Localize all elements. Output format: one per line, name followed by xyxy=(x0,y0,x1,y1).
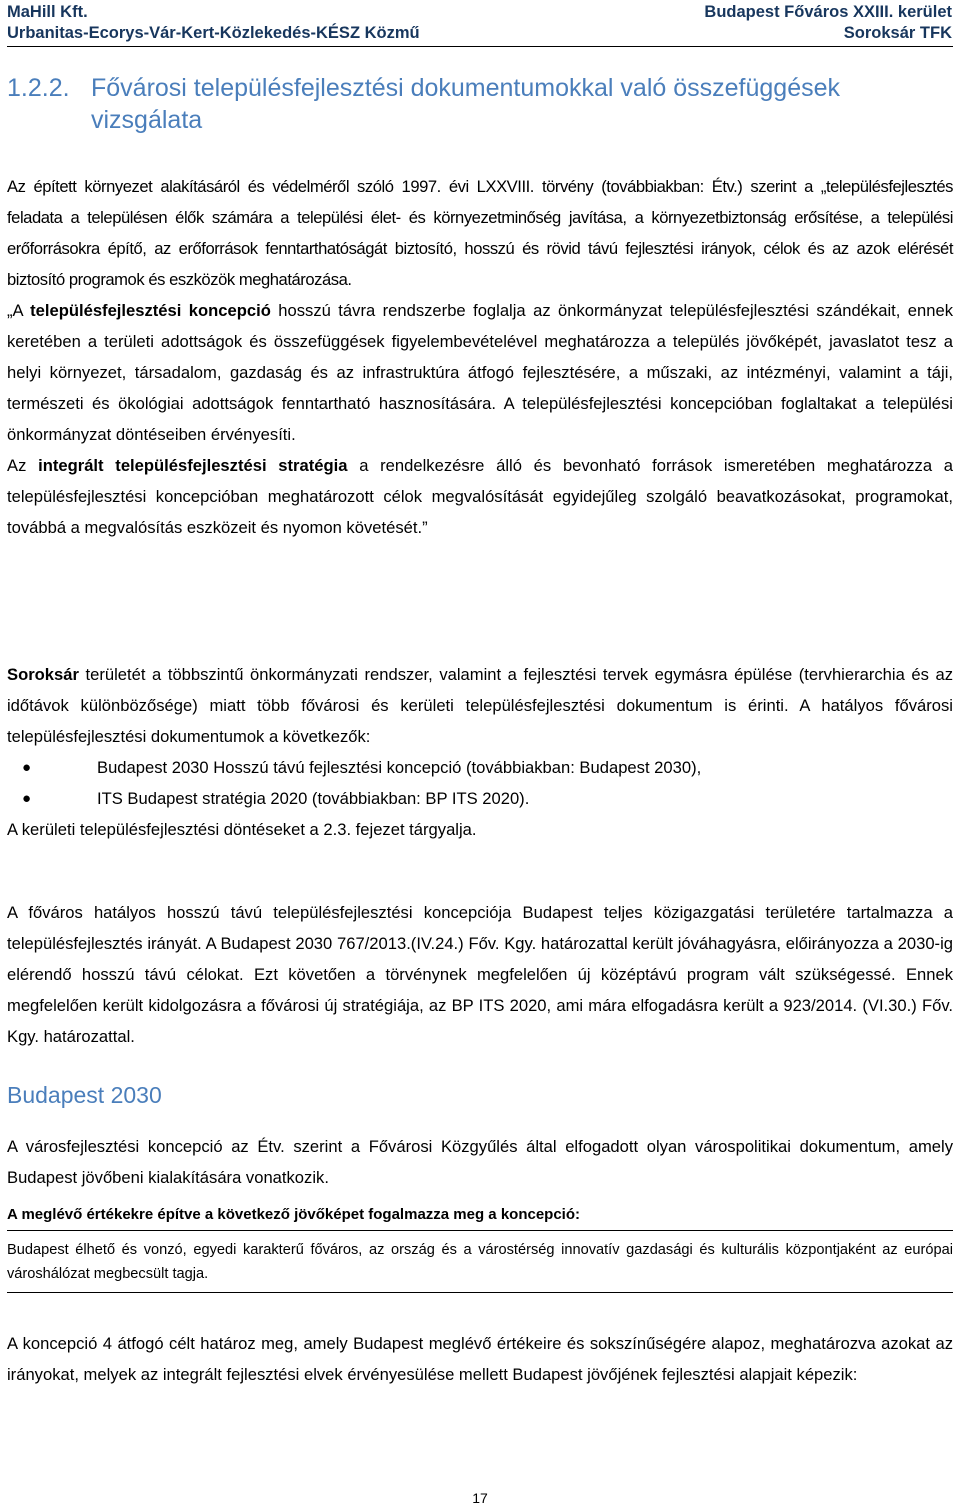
header-divider xyxy=(7,46,953,47)
consortium-name: Urbanitas-Ecorys-Vár-Kert-Közlekedés-KÉSZ Közmű xyxy=(7,24,420,42)
vision-box-text: Budapest élhető és vonzó, egyedi karakterű főváros, az ország és a várostérség innovatív gazdasági és kulturális központjaként az európai városhálózat megbecsült tagja. xyxy=(7,1238,953,1293)
vision-box-title: A meglévő értékekre építve a következő jövőképet fogalmazza meg a koncepció: xyxy=(7,1200,953,1231)
paragraph-strategy-definition: Az integrált településfejlesztési stratégia a rendelkezésre álló és bevonható források ismeretében meghatározza a településfejlesztési koncepcióban meghatározott célok megvalósítását egyidejűleg szolgáló beavatkozásokat, programokat, továbbá a megvalósítás eszközeit és nyomon követését.” xyxy=(7,456,954,537)
list-item xyxy=(7,783,953,814)
paragraph-concept-definition: „A településfejlesztési koncepció hosszú távra rendszerbe foglalja az önkormányzat településfejlesztési szándékait, ennek keretében a területi adottságok és összefüggések figyelembevételével meghatározza a település jövőképét, javaslatot tesz a helyi környezet, társadalom, gazdaság és az infrastruktúra átfogó fejlesztésére, a műszaki, az intézményi, valamint a táji, természeti és ökológiai adottságok fenntartható hasznosítására. A településfejlesztési koncepcióban foglaltakat a települési önkormányzat döntéseiben érvényesíti. xyxy=(7,301,953,444)
body-block-1 xyxy=(7,171,953,543)
paragraph-law-quote: Az épített környezet alakításáról és védelméről szóló 1997. évi LXXVIII. törvény (továbbiakban: Étv.) szerint a „településfejlesztés feladata a településen élők számára a települési élet- és környezetminőség javítása, a környezetbiztonság erősítése, a települési erőforrásokra építő, az erőforrások fenntarthatóságát biztosító, hosszú és rövid távú fejlesztési irányok, célok és az azok elérését biztosító programok és eszközök meghatározása. xyxy=(7,177,953,289)
paragraph-soroksar: Soroksár területét a többszintű önkormányzati rendszer, valamint a fejlesztési tervek egymásra épülése (tervhierarchia és az időtávok különbözősége) miatt több fővárosi és kerületi településfejlesztési dokumentum is érinti. A hatályos fővárosi településfejlesztési dokumentumok a következők: xyxy=(7,665,953,746)
section-heading xyxy=(7,72,952,136)
company-name: MaHill Kft. xyxy=(7,3,88,21)
document-code: Soroksár TFK xyxy=(843,24,952,42)
bullet-icon: ● xyxy=(22,790,32,807)
list-item-text: ITS Budapest stratégia 2020 (továbbiakban: BP ITS 2020). xyxy=(97,789,530,808)
section-number: 1.2.2. xyxy=(7,74,70,102)
section-title-line2: vizsgálata xyxy=(91,106,203,134)
paragraph-four-goals: A koncepció 4 átfogó célt határoz meg, amely Budapest meglévő értékeire és sokszínűségére alapoz, meghatározva azokat az irányokat, melyek az integrált fejlesztési elvek érvényesülése mellett Budapest jövőjének fejlesztési alapjait képezik: xyxy=(7,1334,953,1384)
district-name: Budapest Főváros XXIII. kerület xyxy=(704,3,952,21)
subheading-budapest-2030: Budapest 2030 xyxy=(7,1082,162,1108)
list-item-text: Budapest 2030 Hosszú távú fejlesztési koncepció (továbbiakban: Budapest 2030), xyxy=(97,758,702,777)
section-title-line1: Fővárosi településfejlesztési dokumentumokkal való összefüggések xyxy=(91,74,840,102)
bullet-icon: ● xyxy=(22,759,32,776)
bold-term-concept: településfejlesztési koncepció xyxy=(30,301,271,320)
bold-term-soroksar: Soroksár xyxy=(7,665,79,684)
paragraph-district-decisions: A kerületi településfejlesztési döntéseket a 2.3. fejezet tárgyalja. xyxy=(7,820,477,839)
body-block-2 xyxy=(7,659,953,845)
paragraph-concept-description: A városfejlesztési koncepció az Étv. szerint a Fővárosi Közgyűlés által elfogadott olyan várospolitikai dokumentum, amely Budapest jövőbeni kialakítására vonatkozik. xyxy=(7,1137,953,1187)
page-number: 17 xyxy=(472,1490,488,1506)
paragraph-capital-concept: A főváros hatályos hosszú távú településfejlesztési koncepciója Budapest teljes közigazgatási területére tartalmazza a településfejlesztés irányát. A Budapest 2030 767/2013.(IV.24.) Főv. Kgy. határozattal került jóváhagyásra, előirányozza a 2030-ig elérendő hosszú távú célokat. Ezt követően a törvénynek megfelelően új középtávú program vált szükségessé. Ennek megfelelően került kidolgozásra a fővárosi új stratégiája, az BP ITS 2020, ami mára elfogadásra került a 923/2014. (VI.30.) Főv. Kgy. határozattal. xyxy=(7,903,953,1046)
list-item xyxy=(7,752,953,783)
bold-term-strategy: integrált településfejlesztési stratégia xyxy=(38,456,348,475)
header-right xyxy=(704,2,952,44)
header-left xyxy=(7,2,420,44)
